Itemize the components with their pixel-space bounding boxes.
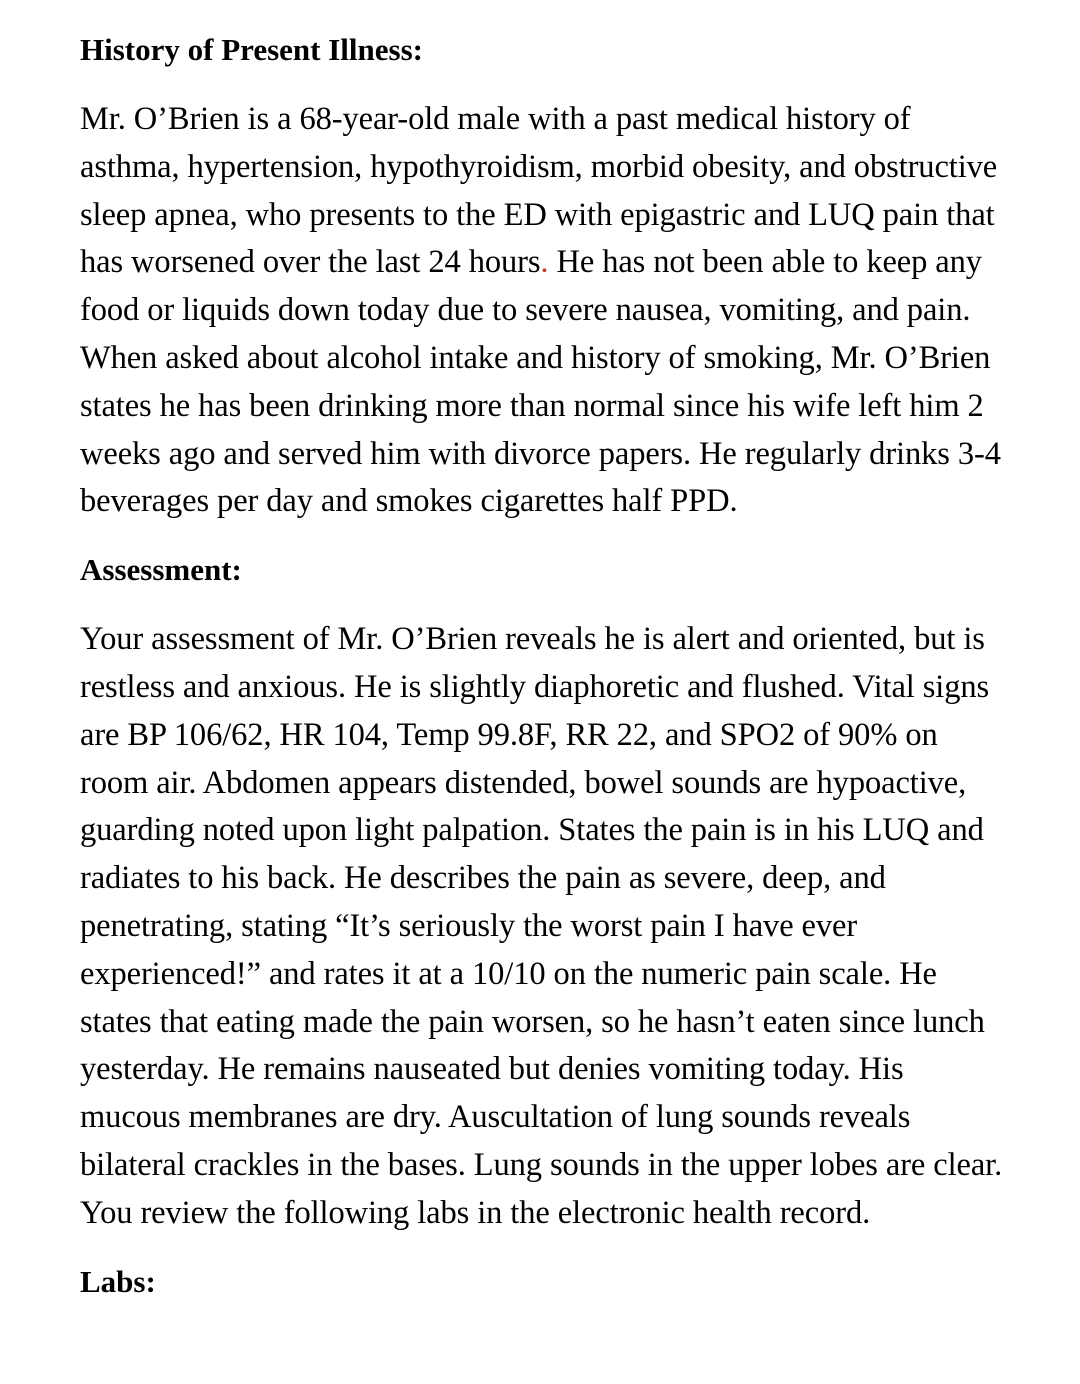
hpi-text-part2: He has not been able to keep any food or liquids down today due to severe nausea, vomiting, and pain. When asked about alcohol intake and history of smoking, Mr. O’Brien states he has been drinking more than normal since his wife left him 2 weeks ago and served him with divorce papers. He regularly drinks 3-4 beverages per day and smokes cigarettes half PPD. (80, 244, 1001, 520)
assessment-paragraph: Your assessment of Mr. O’Brien reveals he is alert and oriented, but is restless and anxious. He is slightly diaphoretic and flushed. Vital signs are BP 106/62, HR 104, Temp 99.8F, RR 22, and SPO2 of 90% on room air. Abdomen appears distended, bowel sounds are hypoactive, guarding noted upon light palpation. States the pain is in his LUQ and radiates to his back. He describes the pain as severe, deep, and penetrating, stating “It’s seriously the worst pain I have ever experienced!” and rates it at a 10/10 on the numeric pain scale. He states that eating made the pain worsen, so he hasn’t eaten since lunch yesterday. He remains nauseated but denies vomiting today. His mucous membranes are dry. Auscultation of lung sounds reveals bilateral crackles in the bases. Lung sounds in the upper lobes are clear. You review the following labs in the electronic health record. (80, 621, 1003, 1231)
labs-heading: Labs: (80, 1263, 156, 1299)
hpi-text-part1: Mr. O’Brien is a 68-year-old male with a past medical history of asthma, hypertension, hypothyroidism, morbid obesity, and obstructive sleep apnea, who presents to the ED with epigastric and LUQ pain that has worsened over the last 24 hours (80, 101, 998, 281)
hpi-heading: History of Present Illness: (80, 32, 423, 67)
document-page (80, 30, 1010, 1302)
assessment-heading: Assessment: (80, 552, 242, 588)
hpi-paragraph (80, 96, 1010, 526)
hpi-red-period: . (540, 244, 549, 281)
